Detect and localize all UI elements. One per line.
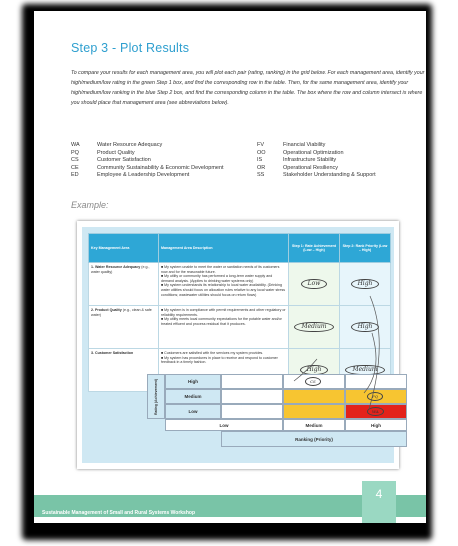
area-name: 1. Water Resource Adequacy bbox=[91, 265, 141, 269]
footer-text: Sustainable Management of Small and Rural Systems Workshop bbox=[42, 510, 196, 516]
grid-cell bbox=[283, 404, 345, 419]
bullet-text: My system has procedures in place to receive and respond to customer feedback in a timely fashion. bbox=[161, 355, 278, 365]
grid-row-label: Low bbox=[165, 404, 221, 419]
abbr-code: PQ bbox=[71, 149, 79, 156]
example-label: Example: bbox=[71, 200, 109, 210]
ranking-cell bbox=[340, 306, 391, 349]
abbr-name: Product Quality bbox=[97, 149, 135, 156]
grid-row-label: Medium bbox=[165, 389, 221, 404]
area-sub: (e.g., water quality) bbox=[91, 265, 150, 274]
rating-oval: High bbox=[300, 365, 329, 376]
ranking-oval: High bbox=[351, 279, 380, 290]
plot-grid bbox=[147, 371, 405, 461]
intro-paragraph: To compare your results for each management area, you will plot each pair (rating, ranking) in the grid below. For each management area, identify your high/medium/low rating in the green Step 1 box, and find the corresponding row in the table. Then, for the same management area, identify your high/medium/low ranking in the blue Step 2 box, and find the corresponding column in the table. The box where the row and column intersect is where you should place that management area (see abbreviations below). bbox=[71, 70, 425, 106]
bullet-text: Customers are satisfied with the services my system provides. bbox=[164, 351, 264, 355]
abbr-code: IS bbox=[257, 157, 263, 163]
header-step1: Step 1: Rate Achievement (Low – High) bbox=[289, 234, 340, 263]
description-bullet bbox=[161, 274, 286, 283]
abbr-code: OR bbox=[257, 164, 266, 171]
bullet-text: My utility or community has performed a long-term water supply and demand analysis. (Applies to drinking water systems only) bbox=[161, 274, 273, 283]
area-sub: (e.g., clean & safe water) bbox=[91, 308, 152, 317]
abbr-name: Financial Viability bbox=[283, 142, 326, 148]
area-name: 3. Customer Satisfaction bbox=[91, 351, 134, 355]
description-bullet bbox=[161, 265, 286, 274]
bullet-icon: ■ bbox=[161, 308, 165, 312]
header-step2: Step 2: Rank Priority (Low – High) bbox=[340, 234, 391, 263]
section-heading: Step 3 - Plot Results bbox=[71, 41, 190, 55]
abbr-code: SS bbox=[257, 172, 265, 178]
ranking-oval: Medium bbox=[345, 365, 384, 376]
document-page bbox=[34, 11, 426, 523]
rating-oval: Medium bbox=[294, 322, 333, 333]
description-cell bbox=[159, 306, 289, 349]
bullet-icon: ■ bbox=[161, 283, 165, 288]
bullet-icon: ■ bbox=[161, 351, 165, 355]
ranking-cell bbox=[340, 263, 391, 306]
placement-oval: PQ bbox=[367, 392, 383, 401]
bullet-icon: ■ bbox=[161, 274, 165, 279]
abbr-name: Operational Optimization bbox=[283, 149, 344, 156]
placement-oval: CS bbox=[305, 377, 321, 386]
bullet-icon: ■ bbox=[161, 265, 165, 269]
area-name: 2. Product Quality bbox=[91, 308, 122, 312]
placement-oval: WA bbox=[367, 407, 384, 416]
rating-cell bbox=[289, 263, 340, 306]
area-cell bbox=[89, 263, 159, 306]
abbr-name: Community Sustainability & Economic Development bbox=[97, 164, 224, 171]
bullet-icon: ■ bbox=[161, 355, 165, 360]
abbr-code: CE bbox=[71, 164, 79, 171]
header-description: Management Area Description bbox=[159, 234, 289, 263]
grid-cell bbox=[221, 374, 283, 389]
table-row bbox=[89, 306, 391, 349]
ranking-axis-label: Ranking (Priority) bbox=[221, 431, 407, 447]
example-figure bbox=[77, 221, 399, 469]
abbr-name: Operational Resiliency bbox=[283, 164, 339, 171]
abbr-name: Infrastructure Stability bbox=[283, 157, 337, 163]
description-cell bbox=[159, 263, 289, 306]
abbr-code: OO bbox=[257, 149, 266, 156]
page-number-box bbox=[362, 481, 396, 523]
description-bullet bbox=[161, 283, 286, 297]
grid-cell bbox=[345, 374, 407, 389]
bullet-text: My system understands its relationship to local water availability. (Drinking water utilities should focus on allocation rules relative to any local water stress conditions; wastewater utilities should focus on return flows) bbox=[161, 283, 286, 297]
grid-cell bbox=[221, 389, 283, 404]
abbr-name: Stakeholder Understanding & Support bbox=[283, 172, 376, 178]
rating-axis-text: Rating (Achievement) bbox=[154, 378, 159, 415]
description-bullet bbox=[161, 317, 286, 326]
grid-row-label: High bbox=[165, 374, 221, 389]
abbr-name: Customer Satisfaction bbox=[97, 157, 151, 163]
bullet-icon: ■ bbox=[161, 317, 165, 322]
abbr-code: ED bbox=[71, 172, 79, 178]
rating-axis-label bbox=[147, 374, 165, 419]
abbr-code: FV bbox=[257, 142, 265, 148]
abbr-name: Employee & Leadership Development bbox=[97, 172, 190, 178]
page-number: 4 bbox=[375, 487, 383, 501]
grid-col-label: Low bbox=[165, 419, 283, 431]
grid-col-label: Medium bbox=[283, 419, 345, 431]
abbreviation-list bbox=[71, 142, 423, 180]
header-key-area: Key Management Area bbox=[89, 234, 159, 263]
management-area-table bbox=[88, 233, 391, 392]
grid-cell bbox=[283, 389, 345, 404]
rating-oval: Low bbox=[301, 279, 328, 290]
description-bullet bbox=[161, 308, 286, 317]
abbr-code: WA bbox=[71, 142, 80, 148]
bullet-text: My system is in compliance with permit requirements and other regulatory or reliability requirements. bbox=[161, 308, 286, 317]
ranking-oval: High bbox=[351, 322, 380, 333]
abbr-code: CS bbox=[71, 157, 79, 163]
abbr-name: Water Resource Adequacy bbox=[97, 142, 163, 148]
area-cell bbox=[89, 306, 159, 349]
grid-col-label: High bbox=[345, 419, 407, 431]
bullet-text: My system unable to meet the water or sanitation needs of its customers now and for the reasonable future. bbox=[161, 265, 280, 274]
bullet-text: My utility meets local community expectations for the potable water and/or treated effluent and process residual that it produces. bbox=[161, 317, 282, 326]
grid-cell bbox=[221, 404, 283, 419]
description-bullet bbox=[161, 356, 286, 365]
rating-cell bbox=[289, 306, 340, 349]
table-row bbox=[89, 263, 391, 306]
